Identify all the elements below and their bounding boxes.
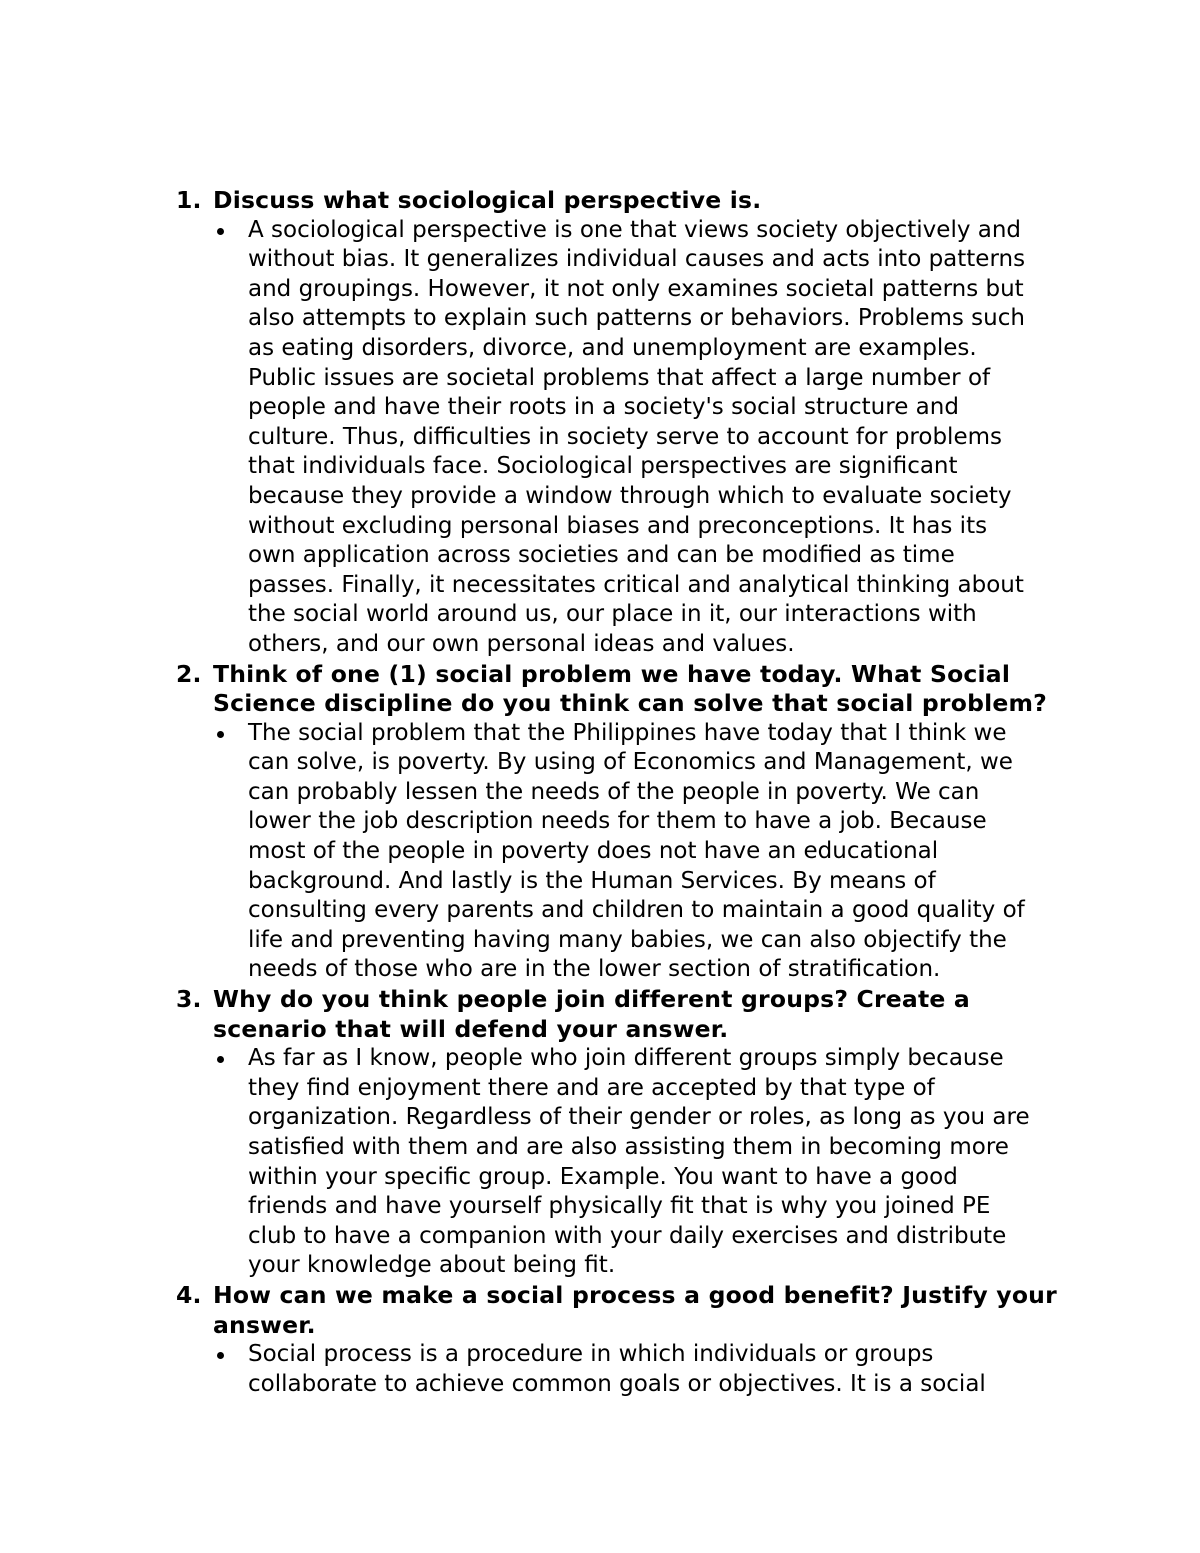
question-line: Why do you think people join different groups? Create a [213, 985, 970, 1014]
answer-line: own application across societies and can be modified as time [248, 542, 955, 569]
bullet-icon [213, 216, 248, 246]
question-body [213, 186, 1056, 660]
answer-line: Social process is a procedure in which individuals or groups [248, 1341, 934, 1368]
answer-line: also attempts to explain such patterns or behaviors. Problems such [248, 305, 1025, 332]
answer-item [213, 1340, 1057, 1399]
answer-line: most of the people in poverty does not have an educational [248, 838, 939, 865]
question-number: 3. [176, 985, 202, 1014]
question-line: scenario that will defend your answer. [213, 1014, 729, 1043]
answer-line: organization. Regardless of their gender or roles, as long as you are [248, 1104, 1030, 1131]
answer-line: they find enjoyment there and are accepted by that type of [248, 1074, 935, 1101]
answer-line: needs of those who are in the lower section of stratification. [248, 956, 941, 983]
question-number: 4. [176, 1280, 202, 1309]
answer-line: A sociological perspective is one that views society objectively and [248, 216, 1022, 243]
answer-line: satisfied with them and are also assisting them in becoming more [248, 1134, 1009, 1160]
question-text [213, 1281, 1057, 1340]
answer-line: others, and our own personal ideas and values. [248, 630, 795, 657]
answer-text [248, 1044, 1056, 1281]
answer-line: culture. Thus, difficulties in society serve to account for problems [248, 423, 1002, 450]
answer-line: that individuals face. Sociological perspectives are significant [248, 453, 958, 480]
question-line: Science discipline do you think can solve that social problem? [213, 689, 1048, 718]
answer-item [213, 719, 1056, 985]
question-item-2 [176, 660, 1056, 986]
answer-line: as eating disorders, divorce, and unemployment are examples. [248, 334, 977, 361]
answer-line: can solve, is poverty. By using of Economics and Management, we [248, 749, 1013, 776]
answer-item [213, 216, 1056, 660]
question-item-1 [176, 186, 1056, 660]
answer-line: without bias. It generalizes individual causes and acts into patterns [248, 246, 1026, 273]
question-line: How can we make a social process a good benefit? Justify your [213, 1280, 1057, 1309]
question-line: Discuss what sociological perspective is. [213, 186, 762, 214]
bullet-icon [213, 1340, 248, 1370]
answer-line: friends and have yourself physically fit that is why you joined PE [248, 1193, 991, 1220]
question-line: Think of one (1) social problem we have today. What Social [213, 659, 1011, 688]
answer-text [248, 1340, 1057, 1399]
answer-line: life and preventing having many babies, we can also objectify the [248, 926, 1007, 953]
question-body [213, 660, 1056, 986]
question-line: answer. [213, 1310, 316, 1339]
answer-item [213, 1044, 1056, 1281]
answer-line: people and have their roots in a society's social structure and [248, 394, 959, 421]
answer-line: consulting every parents and children to maintain a good quality of [248, 897, 1025, 924]
bullet-icon [213, 719, 248, 749]
question-text [213, 186, 1056, 216]
bullet-icon [213, 1044, 248, 1074]
question-item-3 [176, 985, 1056, 1281]
answer-line: your knowledge about being fit. [248, 1252, 616, 1279]
answer-line: without excluding personal biases and preconceptions. It has its [248, 512, 988, 539]
answer-line: the social world around us, our place in it, our interactions with [248, 601, 977, 628]
answer-line: because they provide a window through which to evaluate society [248, 482, 1012, 509]
answer-line: background. And lastly is the Human Services. By means of [248, 867, 936, 894]
question-number: 1. [176, 186, 202, 214]
question-text [213, 660, 1056, 719]
answer-line: can probably lessen the needs of the people in poverty. We can [248, 778, 980, 805]
answer-line: The social problem that the Philippines have today that I think we [248, 719, 1007, 746]
answer-line: and groupings. However, it not only examines societal patterns but [248, 275, 1024, 302]
question-body [213, 1281, 1057, 1399]
document-content [176, 186, 1056, 1399]
question-text [213, 985, 1056, 1044]
question-body [213, 985, 1056, 1281]
answer-line: As far as I know, people who join different groups simply because [248, 1045, 1004, 1072]
answer-line: Public issues are societal problems that affect a large number of [248, 364, 991, 391]
answer-line: within your specific group. Example. You want to have a good [248, 1163, 958, 1190]
question-number: 2. [176, 659, 202, 688]
answer-line: collaborate to achieve common goals or objectives. It is a social [248, 1370, 986, 1397]
answer-line: club to have a companion with your daily exercises and distribute [248, 1222, 1007, 1249]
answer-line: passes. Finally, it necessitates critical and analytical thinking about [248, 571, 1024, 598]
answer-text [248, 216, 1056, 660]
answer-text [248, 719, 1056, 985]
question-item-4 [176, 1281, 1056, 1399]
answer-line: lower the job description needs for them to have a job. Because [248, 808, 987, 835]
